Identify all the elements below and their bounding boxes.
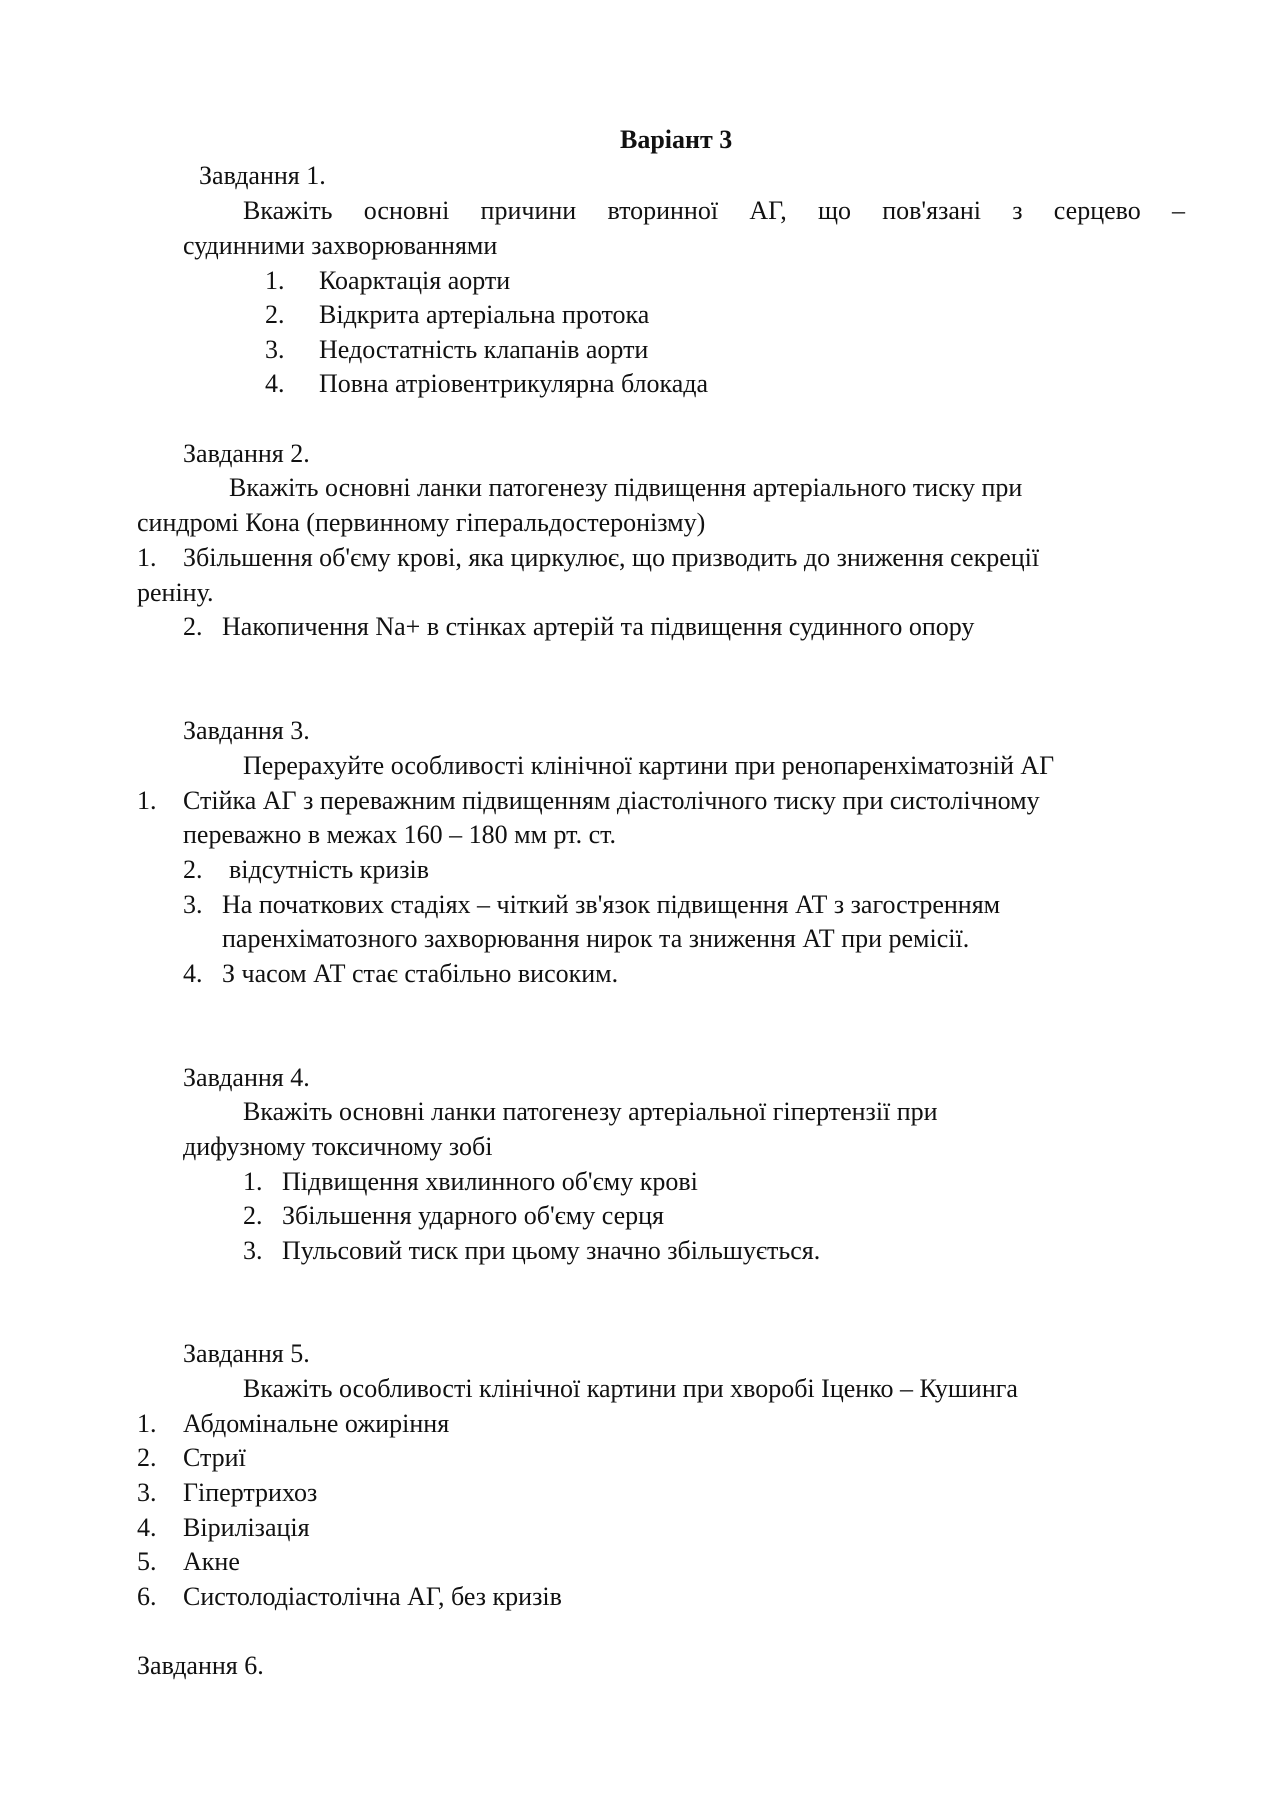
task-1-item-3: Недостатність клапанів аорти <box>319 335 649 364</box>
task-1-heading: Завдання 1. <box>199 161 326 190</box>
task-5-item-2: Стриї <box>183 1443 246 1472</box>
task-2-heading: Завдання 2. <box>183 439 310 468</box>
task-5-item-1-number: 1. <box>137 1409 157 1438</box>
task-4-question-line-1: Вкажіть основні ланки патогенезу артеріальної гіпертензії при <box>243 1097 938 1126</box>
task-5-item-3: Гіпертрихоз <box>183 1478 318 1507</box>
task-1-item-1: Коарктація аорти <box>319 266 511 295</box>
task-1-item-4-number: 4. <box>265 369 285 398</box>
task-1-question-line-1: Вкажіть основні причини вторинної АГ, що пов'язані з серцево – <box>243 196 1185 225</box>
task-4-item-3-number: 3. <box>243 1236 263 1265</box>
task-3-item-3: На початкових стадіях – чіткий зв'язок підвищення АТ з загостренням <box>222 890 1001 919</box>
task-5-item-6-number: 6. <box>137 1582 157 1611</box>
task-3-heading: Завдання 3. <box>183 716 310 745</box>
task-5-item-4: Вірилізація <box>183 1513 310 1542</box>
task-4-item-2-number: 2. <box>243 1201 263 1230</box>
task-5-item-3-number: 3. <box>137 1478 157 1507</box>
task-2-question-line-2: синдромі Кона (первинному гіперальдостеронізму) <box>137 508 706 537</box>
task-2-item-2: Накопичення Na+ в стінках артерій та підвищення судинного опору <box>222 612 975 641</box>
task-3-item-1-continued: переважно в межах 160 – 180 мм рт. ст. <box>183 820 617 849</box>
task-3-item-4-number: 4. <box>183 959 203 988</box>
task-4-item-1-number: 1. <box>243 1167 263 1196</box>
task-3-item-3-number: 3. <box>183 890 203 919</box>
task-3-item-1: Стійка АГ з переважним підвищенням діастолічного тиску при систолічному <box>183 786 1040 815</box>
task-5-question: Вкажіть особливості клінічної картини при хворобі Іценко – Кушинга <box>243 1374 1018 1403</box>
task-5-item-1: Абдомінальне ожиріння <box>183 1409 450 1438</box>
task-5-item-2-number: 2. <box>137 1443 157 1472</box>
task-1-question-line-2: судинними захворюваннями <box>183 231 498 260</box>
task-2-question-line-1: Вкажіть основні ланки патогенезу підвищення артеріального тиску при <box>229 473 1023 502</box>
task-3-item-3-continued: паренхіматозного захворювання нирок та зниження АТ при ремісії. <box>222 924 970 953</box>
task-4-item-2: Збільшення ударного об'єму серця <box>282 1201 665 1230</box>
task-3-question: Перерахуйте особливості клінічної картини при ренопаренхіматозній АГ <box>243 751 1055 780</box>
task-5-heading: Завдання 5. <box>183 1339 310 1368</box>
task-1-item-2-number: 2. <box>265 300 285 329</box>
task-3-item-1-number: 1. <box>137 786 157 815</box>
task-1-item-3-number: 3. <box>265 335 285 364</box>
task-6-heading: Завдання 6. <box>137 1651 264 1680</box>
task-4-heading: Завдання 4. <box>183 1063 310 1092</box>
task-2-item-2-number: 2. <box>183 612 203 641</box>
task-2-item-1-continued: реніну. <box>137 578 214 607</box>
task-4-question-line-2: дифузному токсичному зобі <box>183 1132 493 1161</box>
page-title: Варіант 3 <box>620 125 733 154</box>
task-1-item-1-number: 1. <box>265 266 285 295</box>
task-4-item-3: Пульсовий тиск при цьому значно збільшується. <box>282 1236 821 1265</box>
task-5-item-5: Акне <box>183 1547 240 1576</box>
task-3-item-4: З часом АТ стає стабільно високим. <box>222 959 619 988</box>
task-4-item-1: Підвищення хвилинного об'єму крові <box>282 1167 698 1196</box>
task-5-item-6: Систолодіастолічна АГ, без кризів <box>183 1582 562 1611</box>
task-3-item-2-number: 2. <box>183 855 203 884</box>
task-5-item-4-number: 4. <box>137 1513 157 1542</box>
task-3-item-2: відсутність кризів <box>229 855 430 884</box>
task-1-item-4: Повна атріовентрикулярна блокада <box>319 369 709 398</box>
task-1-item-2: Відкрита артеріальна протока <box>319 300 650 329</box>
task-5-item-5-number: 5. <box>137 1547 157 1576</box>
task-2-item-1: Збільшення об'єму крові, яка циркулює, що призводить до зниження секреції <box>183 543 1040 572</box>
task-2-item-1-number: 1. <box>137 543 157 572</box>
